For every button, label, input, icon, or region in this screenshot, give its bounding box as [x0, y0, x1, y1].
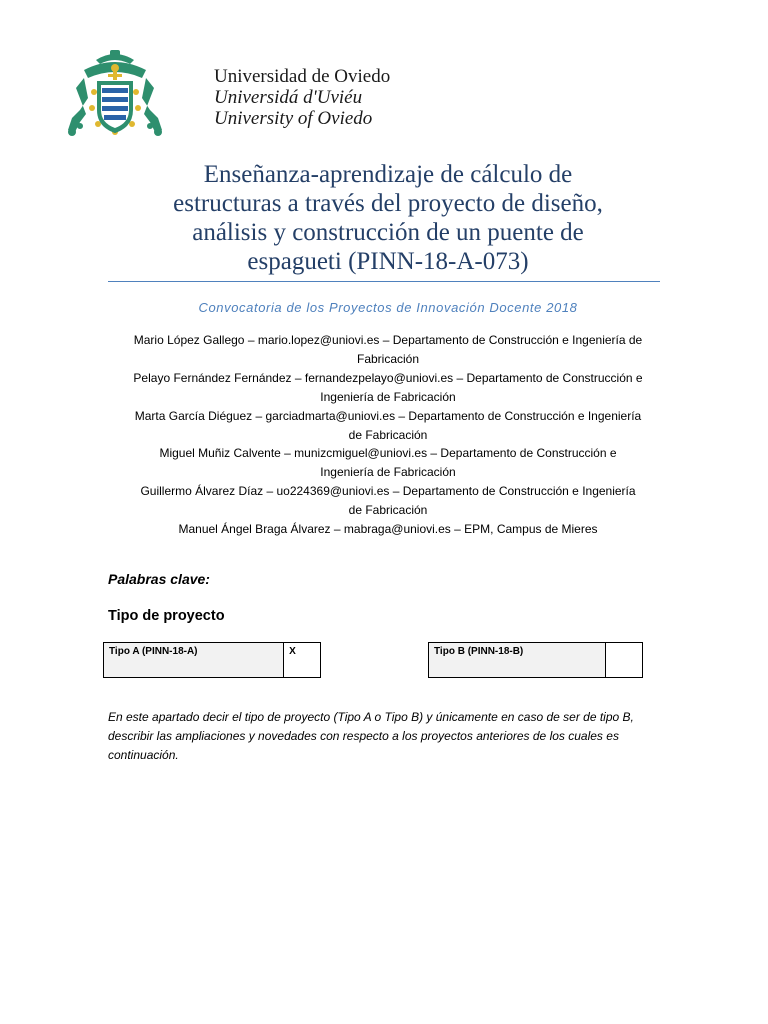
title-divider [108, 281, 660, 282]
type-b-label: Tipo B (PINN-18-B) [429, 643, 606, 677]
instructions-paragraph: En este apartado decir el tipo de proyecto (Tipo A o Tipo B) y únicamente en caso de ser de tipo B, describir las ampliaciones y novedades con respecto a los proyectos anteriores de los cuales es continuación. [108, 710, 634, 762]
type-a-checkbox[interactable]: X [289, 646, 296, 657]
type-a-label: Tipo A (PINN-18-A) [104, 643, 284, 677]
title-line: análisis y construcción de un puente de [192, 219, 584, 246]
author-line: Marta García Diéguez – garciadmarta@uniovi.es – Departamento de Construcción e Ingeniería [134, 408, 642, 423]
author-line: Pelayo Fernández Fernández – fernandezpelayo@uniovi.es – Departamento de Construcción e [133, 370, 643, 385]
author-line: de Fabricación [348, 427, 428, 442]
author-line: Manuel Ángel Braga Álvarez – mabraga@uniovi.es – EPM, Campus de Mieres [178, 522, 598, 537]
document-subtitle: Convocatoria de los Proyectos de Innovación Docente 2018 [198, 300, 578, 315]
university-name-ast: Universidá d'Uviéu [214, 87, 363, 108]
university-name-es: Universidad de Oviedo [214, 66, 391, 87]
authors-list [100, 331, 676, 539]
author-line: Ingeniería de Fabricación [320, 465, 456, 480]
author-line: Mario López Gallego – mario.lopez@uniovi.es – Departamento de Construcción e Ingeniería de [133, 333, 643, 347]
title-line: Enseñanza-aprendizaje de cálculo de [203, 161, 573, 188]
type-b-checkbox[interactable] [606, 643, 642, 677]
university-names [214, 66, 390, 129]
author-line: Guillermo Álvarez Díaz – uo224369@uniovi.es – Departamento de Construcción e Ingeniería [140, 484, 636, 499]
type-b-table [428, 642, 643, 678]
keywords-label: Palabras clave: [108, 571, 210, 587]
title-line: espagueti (PINN-18-A-073) [247, 248, 529, 275]
university-crest-logo [66, 48, 164, 140]
author-line: Miguel Muñiz Calvente – munizcmiguel@uniovi.es – Departamento de Construcción e [159, 446, 617, 461]
author-line: Ingeniería de Fabricación [320, 389, 456, 404]
author-line: de Fabricación [348, 503, 428, 518]
project-type-heading: Tipo de proyecto [108, 608, 225, 624]
document-title [108, 160, 668, 276]
type-a-table [103, 642, 321, 678]
university-name-en: University of Oviedo [214, 108, 373, 129]
author-line: Fabricación [356, 351, 420, 366]
title-line: estructuras a través del proyecto de diseño, [173, 190, 603, 217]
